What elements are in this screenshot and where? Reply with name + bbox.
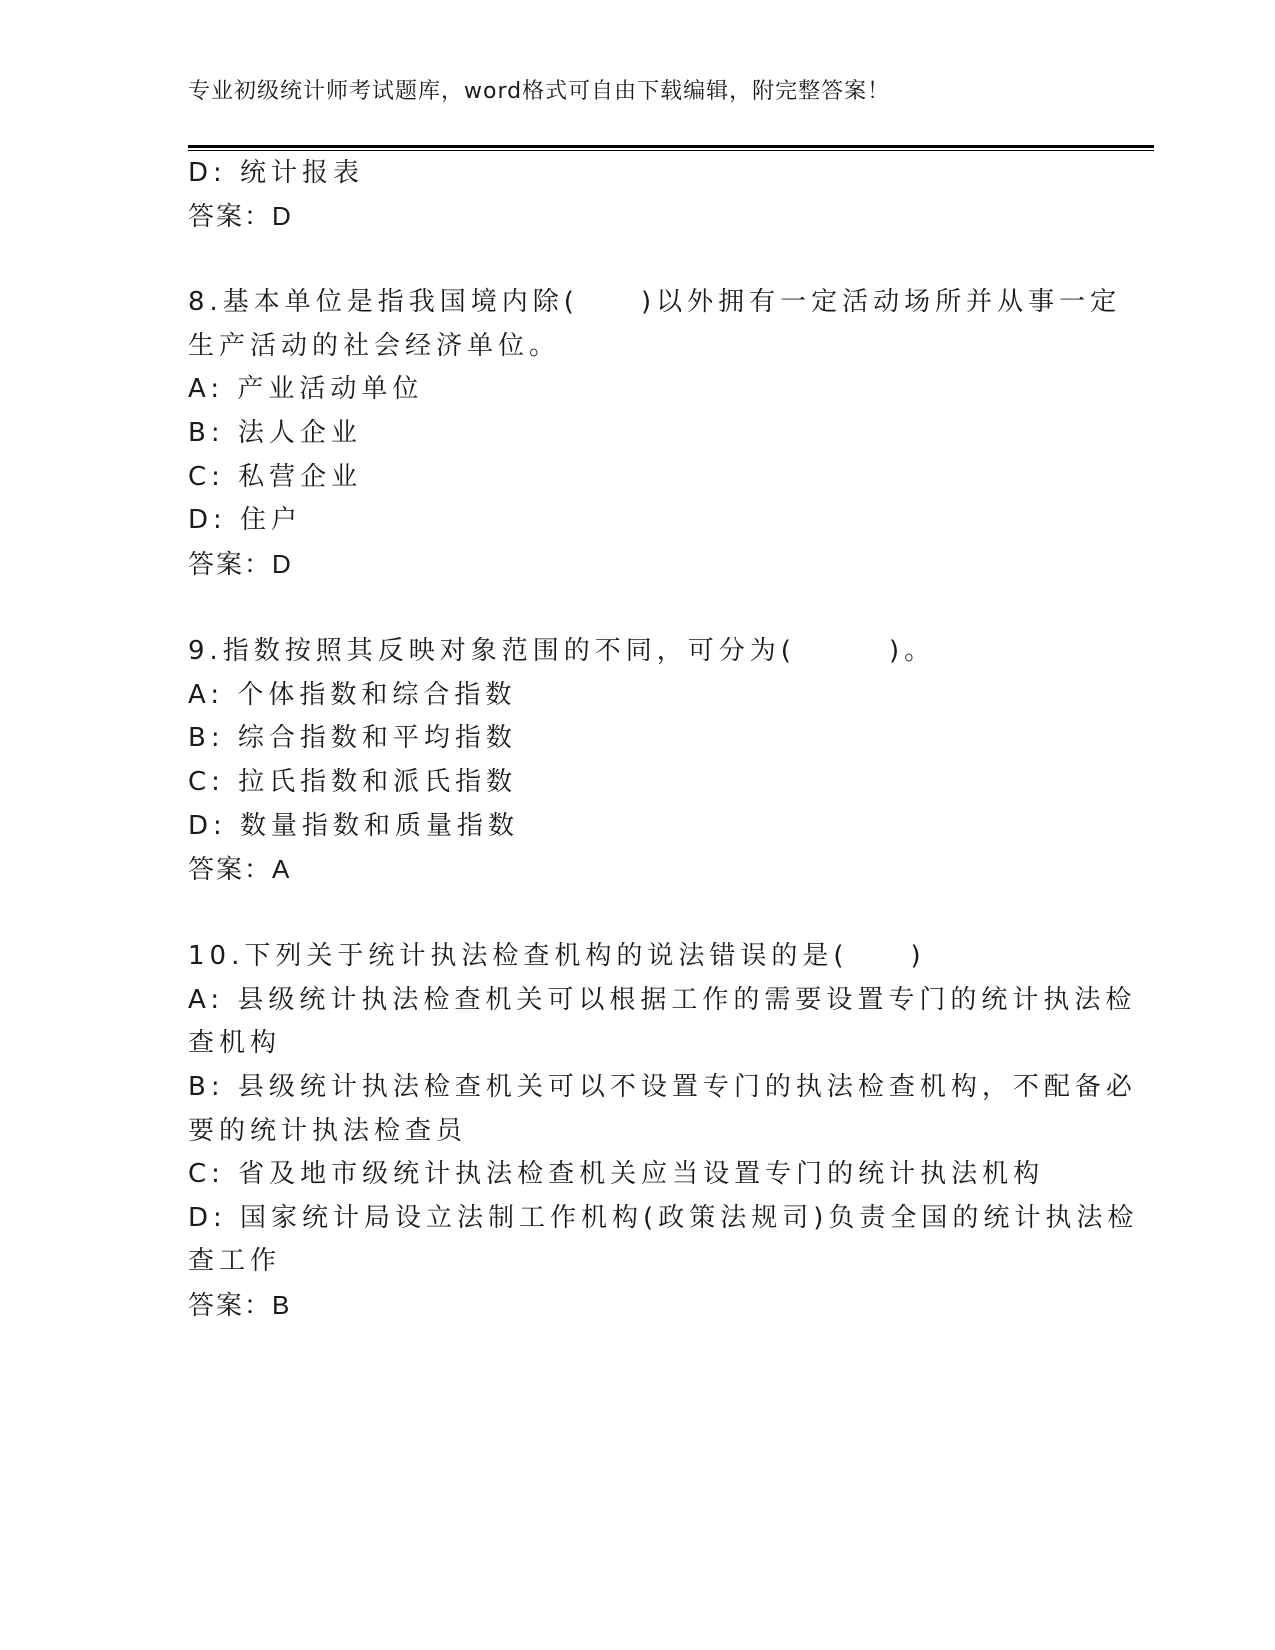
option-c-q10: C: 省及地市级统计执法检查机关应当设置专门的统计执法机构 — [188, 1159, 1045, 1189]
option-c-q9: C: 拉氏指数和派氏指数 — [188, 767, 518, 797]
answer-q7: 答案：D — [188, 201, 293, 231]
answer-q8: 答案：D — [188, 549, 293, 579]
question-9: 9.指数按照其反映对象范围的不同，可分为( )。 — [188, 636, 936, 666]
question-8-line-2: 生产活动的社会经济单位。 — [188, 331, 561, 361]
header-rule-thin — [188, 150, 1154, 151]
header-rule-thick — [188, 145, 1154, 148]
page-header: 专业初级统计师考试题库，word格式可自由下载编辑，附完整答案！ — [188, 79, 891, 104]
option-b-q8: B: 法人企业 — [188, 418, 362, 448]
option-b-q10-line-1: B: 县级统计执法检查机关可以不设置专门的执法检查机构，不配备必 — [188, 1072, 1137, 1102]
question-10: 10.下列关于统计执法检查机构的说法错误的是( ) — [188, 941, 926, 971]
option-d-q10-line-1: D: 国家统计局设立法制工作机构(政策法规司)负责全国的统计执法检 — [188, 1203, 1139, 1233]
option-c-q8: C: 私营企业 — [188, 462, 363, 492]
option-a-q9: A: 个体指数和综合指数 — [188, 680, 517, 710]
option-b-q9: B: 综合指数和平均指数 — [188, 723, 517, 753]
option-b-q10-line-2: 要的统计执法检查员 — [188, 1116, 468, 1146]
option-d-q10-line-2: 查工作 — [188, 1246, 282, 1276]
answer-q9: 答案：A — [188, 854, 292, 884]
question-8-line-1: 8.基本单位是指我国境内除( )以外拥有一定活动场所并从事一定 — [188, 287, 1122, 317]
option-d-q8: D: 住户 — [188, 505, 303, 535]
option-a-q8: A: 产业活动单位 — [188, 374, 424, 404]
option-a-q10-line-1: A: 县级统计执法检查机关可以根据工作的需要设置专门的统计执法检 — [188, 985, 1137, 1015]
option-d-q9: D: 数量指数和质量指数 — [188, 811, 520, 841]
option-d-q7: D: 统计报表 — [188, 158, 365, 188]
answer-q10: 答案：B — [188, 1290, 292, 1320]
option-a-q10-line-2: 查机构 — [188, 1028, 282, 1058]
